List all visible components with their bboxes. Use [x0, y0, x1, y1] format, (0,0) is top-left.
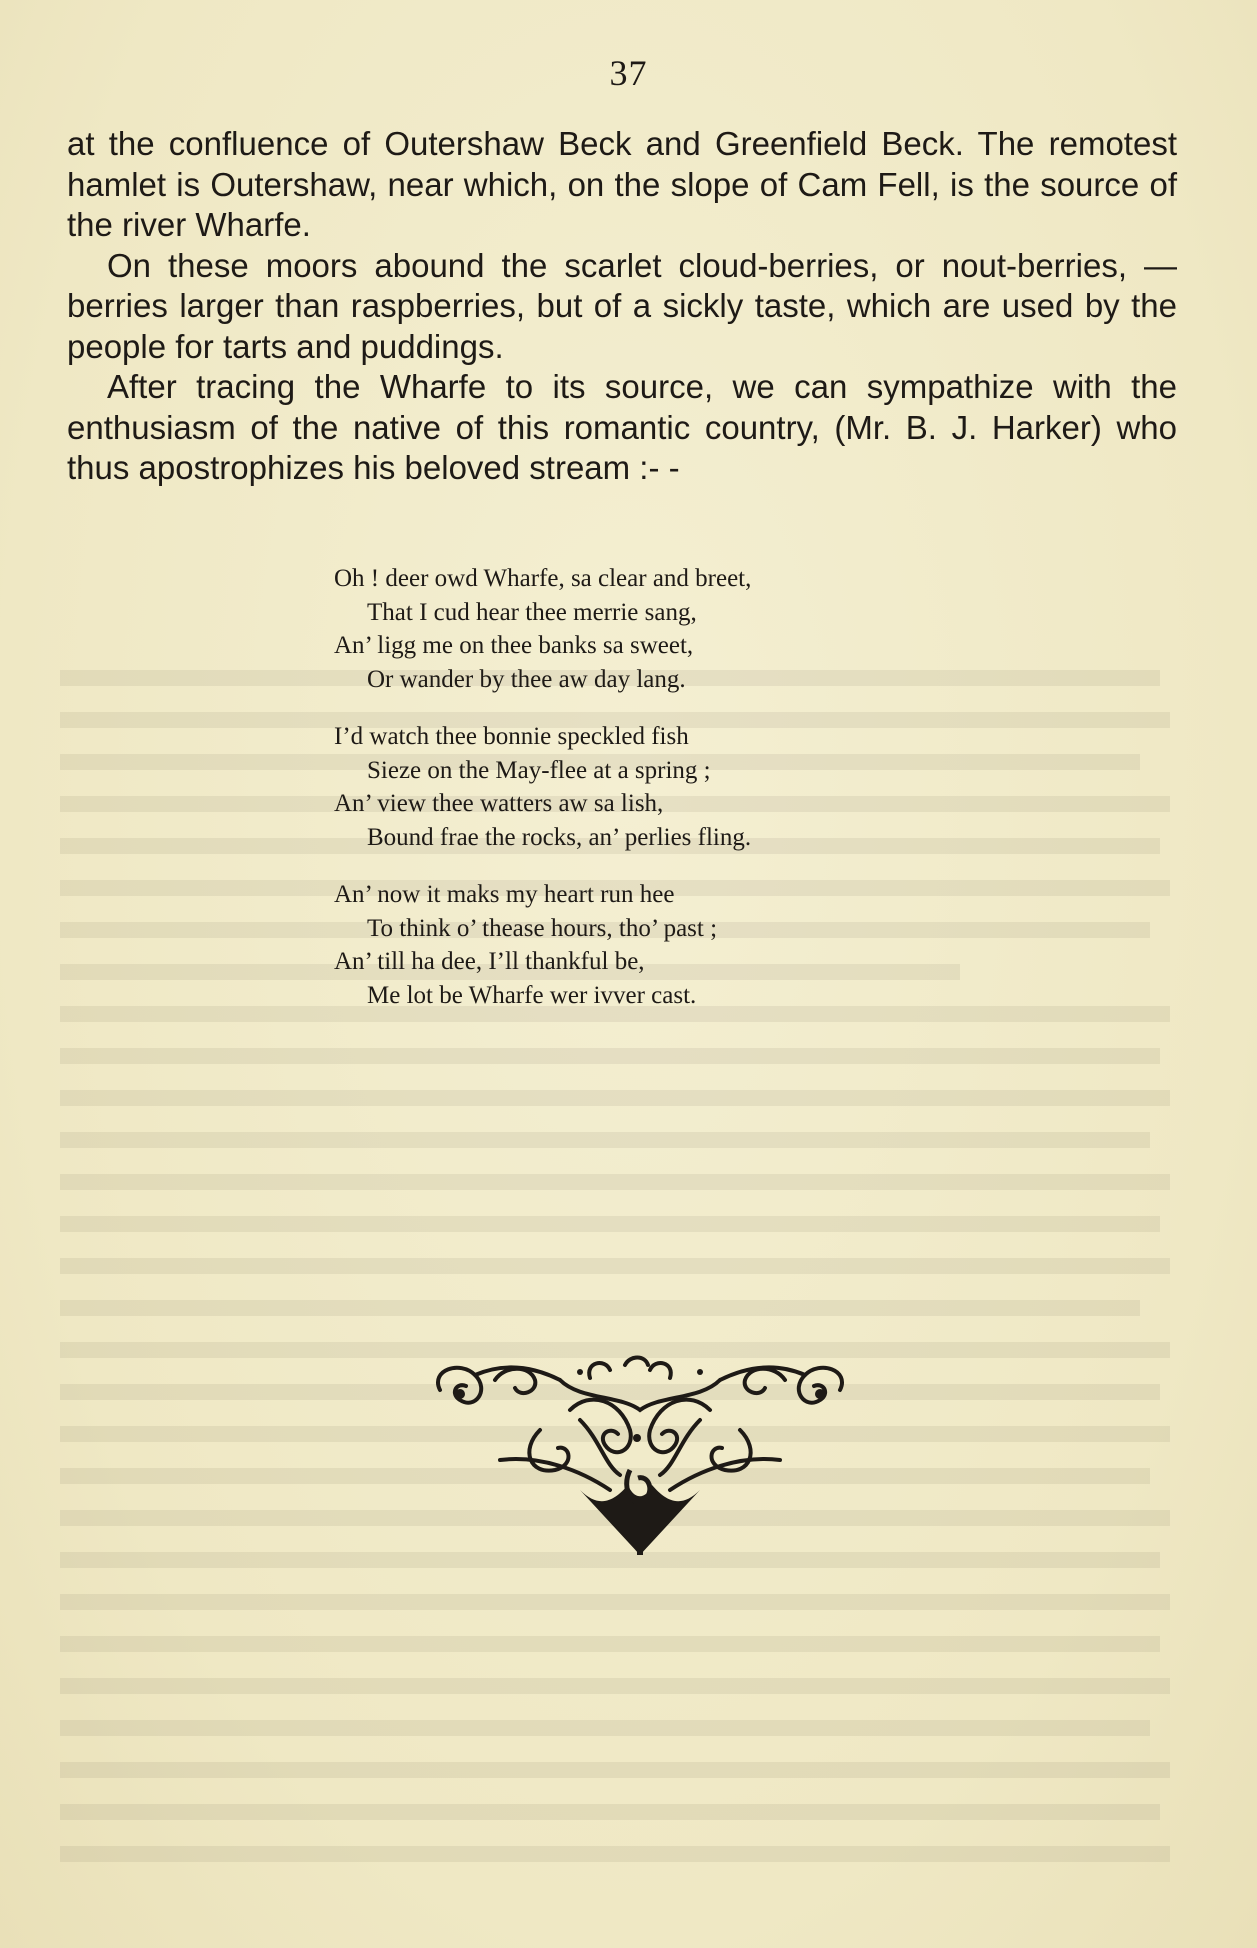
poem-line: That I cud hear thee merrie sang, [367, 598, 697, 626]
poem-line: Bound frae the rocks, an’ perlies fling. [367, 823, 752, 851]
poem-line: An’ till ha dee, I’ll thankful be, [334, 948, 645, 975]
floral-tailpiece-ornament [420, 1350, 860, 1560]
poem-line: I’d watch thee bonnie speckled fish [334, 723, 689, 750]
poem-line: An’ ligg me on thee banks sa sweet, [334, 632, 694, 659]
poem-line: Or wander by thee aw day lang. [367, 665, 686, 693]
page-number: 37 [609, 53, 648, 93]
poem-line: Sieze on the May-flee at a spring ; [367, 756, 711, 784]
paragraph-cloud-berries: On these moors abound the scarlet cloud-berries, or nout-berries, —berries larger than raspberries, but of a sickly taste, which are used by the people for tarts and puddings. [67, 246, 1177, 365]
paragraph-wharfe-source: After tracing the Wharfe to its source, we can sympathize with the enthusiasm of the native of this romantic country, (Mr. B. J. Harker) who thus apostrophizes his beloved stream :- - [67, 368, 1177, 486]
poem-line: Me lot be Wharfe wer ivver cast. [367, 981, 697, 1009]
poem-line: Oh ! deer owd Wharfe, sa clear and breet, [334, 565, 752, 592]
poem-line: To think o’ thease hours, tho’ past ; [367, 914, 718, 942]
poem-line: An’ now it maks my heart run hee [334, 881, 675, 908]
poem-line: An’ view thee watters aw sa lish, [334, 790, 664, 817]
poem-stanza [334, 562, 954, 696]
poem-stanza [334, 720, 954, 854]
poem-stanza [334, 878, 954, 1012]
poem [334, 562, 954, 1036]
body-text [67, 124, 1177, 489]
paragraph-continued: at the confluence of Outershaw Beck and Greenfield Beck. The remotest hamlet is Outershaw, near which, on the slope of Cam Fell, is the source of the river Wharfe. [67, 125, 1177, 243]
